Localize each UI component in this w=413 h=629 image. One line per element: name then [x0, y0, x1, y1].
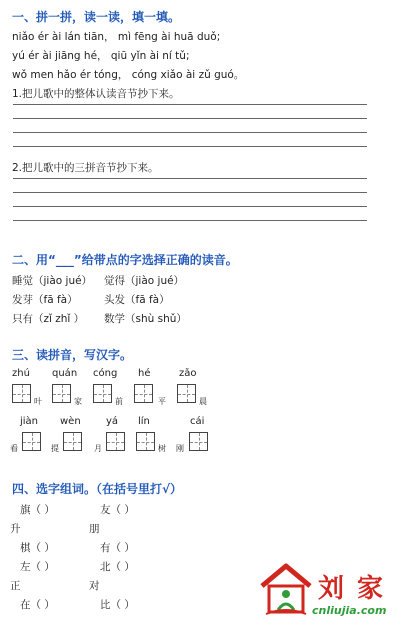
pinyin-label: wèn: [60, 416, 81, 427]
question-1: 1.把儿歌中的整体认读音节抄下来。: [12, 88, 180, 100]
word-suffix: 晨: [199, 397, 207, 406]
option-item: 比（ ）: [100, 599, 135, 611]
pinyin-line-1: niǎo ér ài lán tiān， mì fēng ài huā duǒ;: [12, 31, 221, 43]
word-suffix: 叶: [34, 397, 42, 406]
choice-item: 头发（fā fà）: [104, 294, 170, 306]
group-character: 升: [10, 523, 21, 535]
writing-grid[interactable]: [136, 432, 155, 451]
choice-item: 觉得（jiào jué）: [104, 275, 185, 287]
pinyin-line-3: wǒ men hǎo ér tóng， cóng xiǎo ài zǔ guó。: [12, 69, 245, 81]
answer-line: [13, 104, 367, 105]
answer-line: [13, 132, 367, 133]
word-prefix: 看: [10, 444, 18, 453]
writing-grid[interactable]: [52, 384, 71, 403]
answer-line: [13, 118, 367, 119]
answer-line: [13, 220, 367, 221]
choice-item: 数学（shù shǔ）: [104, 313, 187, 325]
pinyin-label: zǎo: [179, 368, 197, 379]
question-2: 2.把儿歌中的三拼音节抄下来。: [12, 162, 159, 174]
section-4-title: 四、选字组词。（在括号里打√）: [12, 482, 183, 496]
option-item: 在（ ）: [20, 599, 55, 611]
option-item: 北（ ）: [100, 561, 135, 573]
section-1-title: 一、拼一拼，读一读，填一填。: [12, 10, 181, 24]
choice-item: 发芽（fā fà）: [12, 294, 78, 306]
word-prefix: 提: [51, 444, 59, 453]
word-prefix: 月: [94, 444, 102, 453]
answer-line: [13, 206, 367, 207]
pinyin-label: lín: [138, 416, 150, 427]
group-character: 对: [89, 580, 100, 592]
word-suffix: 树: [158, 444, 166, 453]
pinyin-label: jiàn: [20, 416, 39, 427]
writing-grid[interactable]: [63, 432, 82, 451]
answer-line: [13, 178, 367, 179]
choice-item: 睡觉（jiào jué）: [12, 275, 93, 287]
option-item: 左（ ）: [20, 561, 55, 573]
word-suffix: 前: [115, 397, 123, 406]
writing-grid[interactable]: [189, 432, 208, 451]
pinyin-label: hé: [138, 368, 151, 379]
answer-line: [13, 192, 367, 193]
logo-url-text: cnliujia.com: [312, 604, 387, 617]
group-character: 正: [10, 580, 21, 592]
pinyin-label: yá: [106, 416, 119, 427]
section-2-title: 二、用“___”给带点的字选择正确的读音。: [12, 253, 238, 267]
writing-grid[interactable]: [106, 432, 125, 451]
pinyin-label: cái: [190, 416, 205, 427]
logo-chinese-text: 刘 家: [318, 574, 386, 604]
choice-item: 只有（zǐ zhǐ ）: [12, 313, 85, 325]
pinyin-label: zhú: [12, 368, 30, 379]
pinyin-label: quán: [52, 368, 78, 379]
writing-grid[interactable]: [22, 432, 41, 451]
option-item: 棋（ ）: [20, 542, 55, 554]
pinyin-line-2: yú ér ài jiāng hé， qiū yǐn ài ní tǔ;: [12, 50, 190, 62]
option-item: 友（ ）: [100, 504, 135, 516]
option-item: 有（ ）: [100, 542, 135, 554]
pinyin-label: cóng: [93, 368, 118, 379]
word-suffix: 平: [158, 397, 166, 406]
section-3-title: 三、读拼音，写汉字。: [12, 348, 133, 362]
word-prefix: 刚: [176, 444, 184, 453]
writing-grid[interactable]: [93, 384, 112, 403]
answer-line: [13, 146, 367, 147]
group-character: 朋: [89, 523, 100, 535]
writing-grid[interactable]: [12, 384, 31, 403]
house-logo-icon: [256, 558, 316, 620]
word-suffix: 家: [74, 397, 82, 406]
writing-grid[interactable]: [177, 384, 196, 403]
option-item: 旗（ ）: [20, 504, 55, 516]
writing-grid[interactable]: [134, 384, 153, 403]
